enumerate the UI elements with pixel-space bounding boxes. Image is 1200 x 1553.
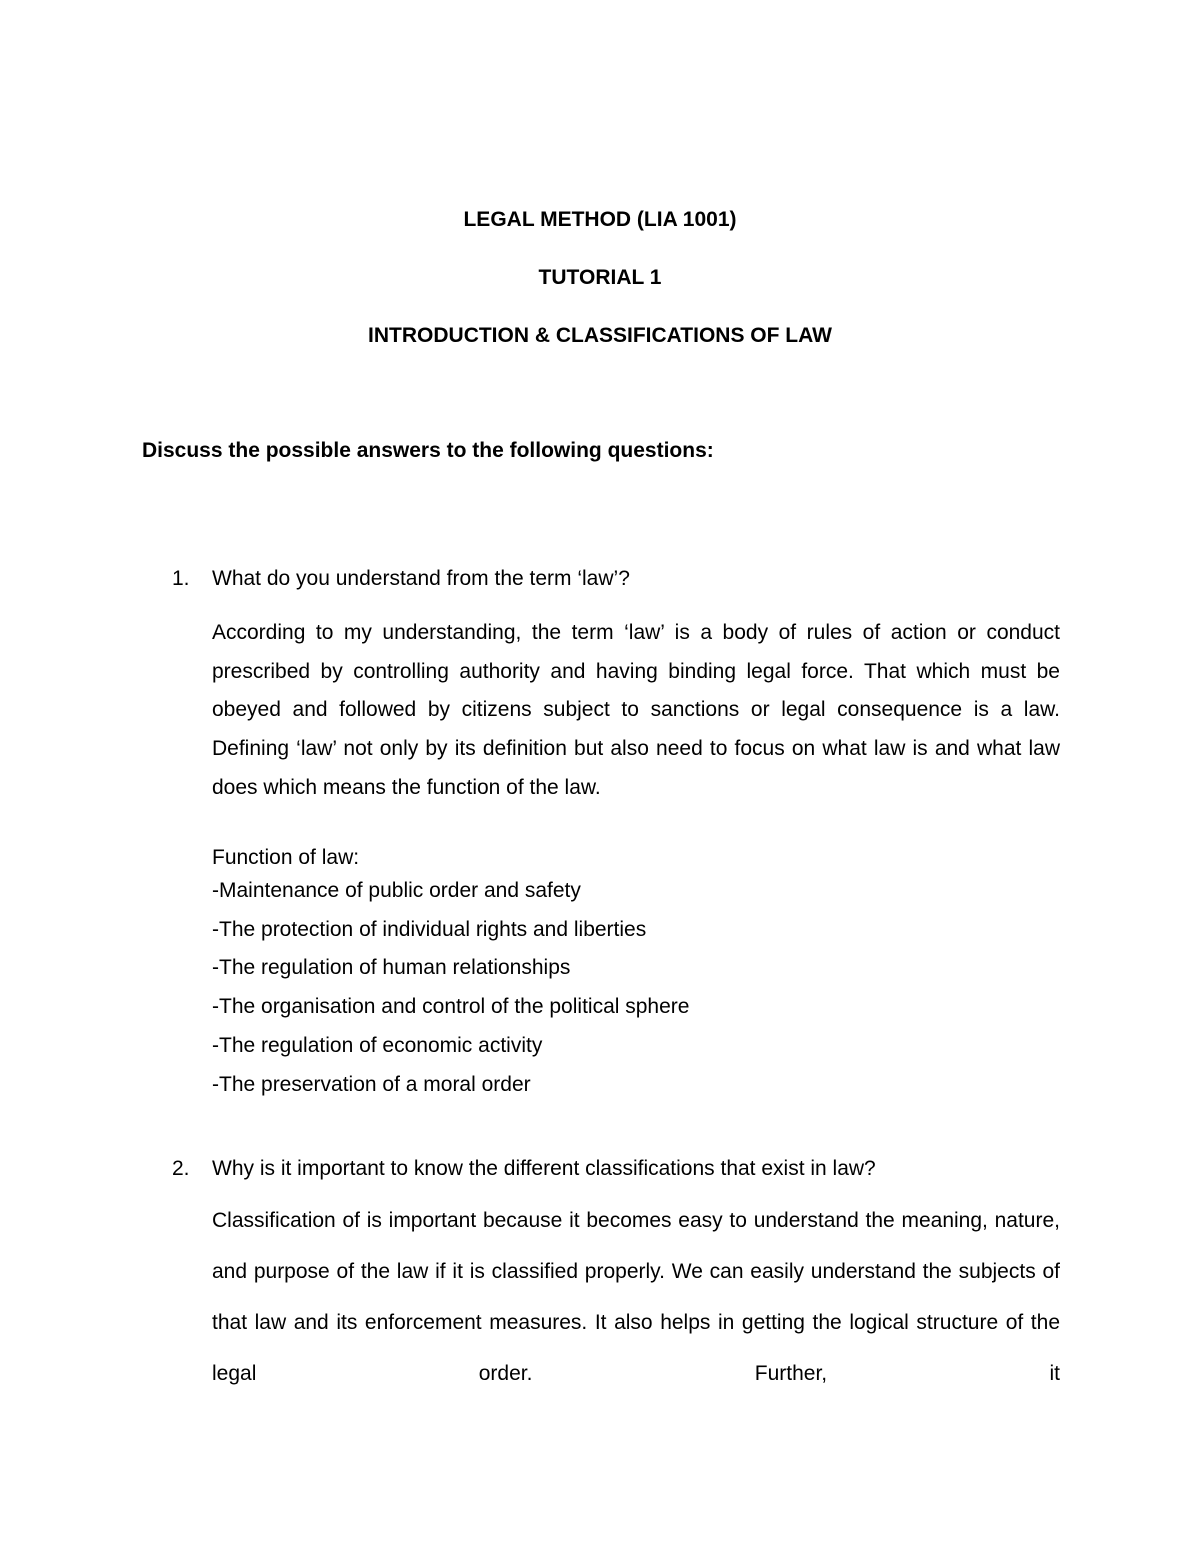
- list-item: -The regulation of economic activity: [212, 1033, 543, 1057]
- question-2-number: 2.: [172, 1157, 190, 1180]
- list-item: -Maintenance of public order and safety: [212, 879, 581, 902]
- list-item: -The regulation of human relationships: [212, 956, 571, 980]
- answer-2-paragraph: Classification of is important because it becomes easy to understand the meaning, nature, and purpose of the law if it is classified properly. We can easily understand the subjects of that law and its enforcement measures. It also helps in getting the logical structure of the legal order. Further, it: [212, 1209, 1060, 1385]
- list-item: -The protection of individual rights and liberties: [212, 917, 647, 941]
- instruction-heading: Discuss the possible answers to the following questions:: [142, 439, 714, 462]
- course-title: LEGAL METHOD (LIA 1001): [463, 208, 737, 231]
- tutorial-title: TUTORIAL 1: [538, 266, 662, 289]
- function-of-law-list: [212, 872, 689, 1104]
- list-item: -The preservation of a moral order: [212, 1072, 531, 1096]
- question-2-text: Why is it important to know the different classifications that exist in law?: [212, 1157, 876, 1180]
- question-1-text: What do you understand from the term ‘law’?: [212, 567, 630, 590]
- function-of-law-heading: Function of law:: [212, 846, 360, 869]
- topic-title: INTRODUCTION & CLASSIFICATIONS OF LAW: [368, 324, 832, 347]
- answer-1-paragraph: According to my understanding, the term ‘law’ is a body of rules of action or conduct prescribed by controlling authority and having binding legal force. That which must be obeyed and followed by citizens subject to sanctions or legal consequence is a law. Defining ‘law’ not only by its definition but also need to focus on what law is and what law does which means the function of the law.: [212, 621, 1060, 799]
- list-item: -The organisation and control of the political sphere: [212, 995, 690, 1019]
- question-1-number: 1.: [172, 567, 190, 590]
